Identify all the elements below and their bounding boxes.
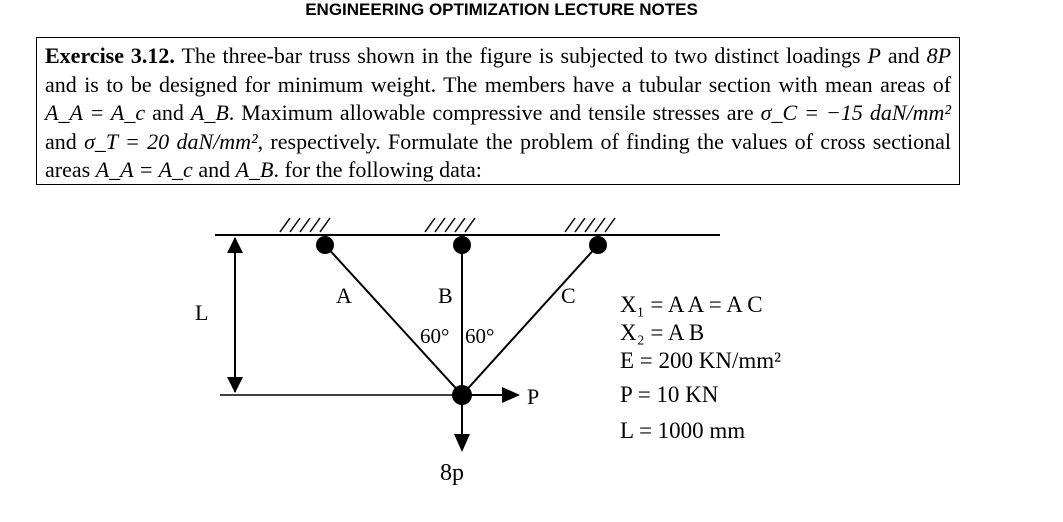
load-symbol-p: P [867,43,881,68]
data-line-x2: X₂ = A B [620,320,705,345]
data-line-p: P = 10 KN [620,382,719,407]
load-label-p: P [527,384,540,409]
math-area-a-eq-c: A_A = A_c [45,100,146,125]
math-area-b-2: A_B [235,157,274,182]
math-sigma-t: σ_T = 20 daN/mm² [84,128,258,154]
exercise-text-2b: and is to be designed for minimum weight. The members have a tubular section with [45,71,818,97]
exercise-text-5b: and [198,157,231,182]
math-sigma-c: σ_C = [760,100,820,125]
exercise-text-3b: and [152,100,184,125]
pin-b [453,236,471,254]
exercise-label: Exercise 3.12. [45,43,175,68]
page-header: ENGINEERING OPTIMIZATION LECTURE NOTES [305,0,698,19]
dimension-arrow-top [227,237,243,253]
data-line-x1: X₁ = A A = A C [620,292,763,317]
support-hatching [280,218,615,232]
bar-label-a: A [336,283,352,308]
pin-a [316,236,334,254]
dimension-label: L [195,300,209,325]
data-line-l: L = 1000 mm [620,418,746,443]
exercise-text-3c: . Maximum allowable compressive and tensile stresses are [228,100,754,125]
bar-c [462,245,598,395]
exercise-text-4b: , respectively. Formulate the problem of finding the [257,128,724,154]
exercise-text-1: The three-bar truss shown in the figure is subjected to two distinct loadings [181,43,861,68]
bar-a [325,245,462,395]
truss-diagram [0,190,1063,517]
math-area-a-eq-c-2: A_A = A_c [95,157,193,182]
exercise-box [36,37,960,185]
load-symbol-8p: 8P [926,43,952,68]
truss-figure [0,190,1063,517]
exercise-text-4a: and [45,128,77,154]
exercise-text-5c: . for the following data: [273,157,482,182]
load-label-8p: 8p [440,460,464,486]
bar-label-b: B [438,283,453,308]
math-area-b: A_B [190,100,229,125]
load-arrowhead-horizontal [502,387,520,403]
data-line-e: E = 200 KN/mm² [620,348,782,373]
angle-label-right: 60° [465,324,495,348]
angle-label-left: 60° [420,324,450,348]
pin-c [589,236,607,254]
exercise-text-3a: mean areas of [825,71,952,97]
exercise-text-2a: and [887,43,920,68]
math-compressive-value: −15 daN/mm² [826,100,952,125]
exercise-text-5a: values of cross sectional areas [45,128,951,182]
dimension-arrow-bottom [227,377,243,393]
load-arrowhead-vertical [454,434,470,452]
bar-label-c: C [561,283,576,308]
